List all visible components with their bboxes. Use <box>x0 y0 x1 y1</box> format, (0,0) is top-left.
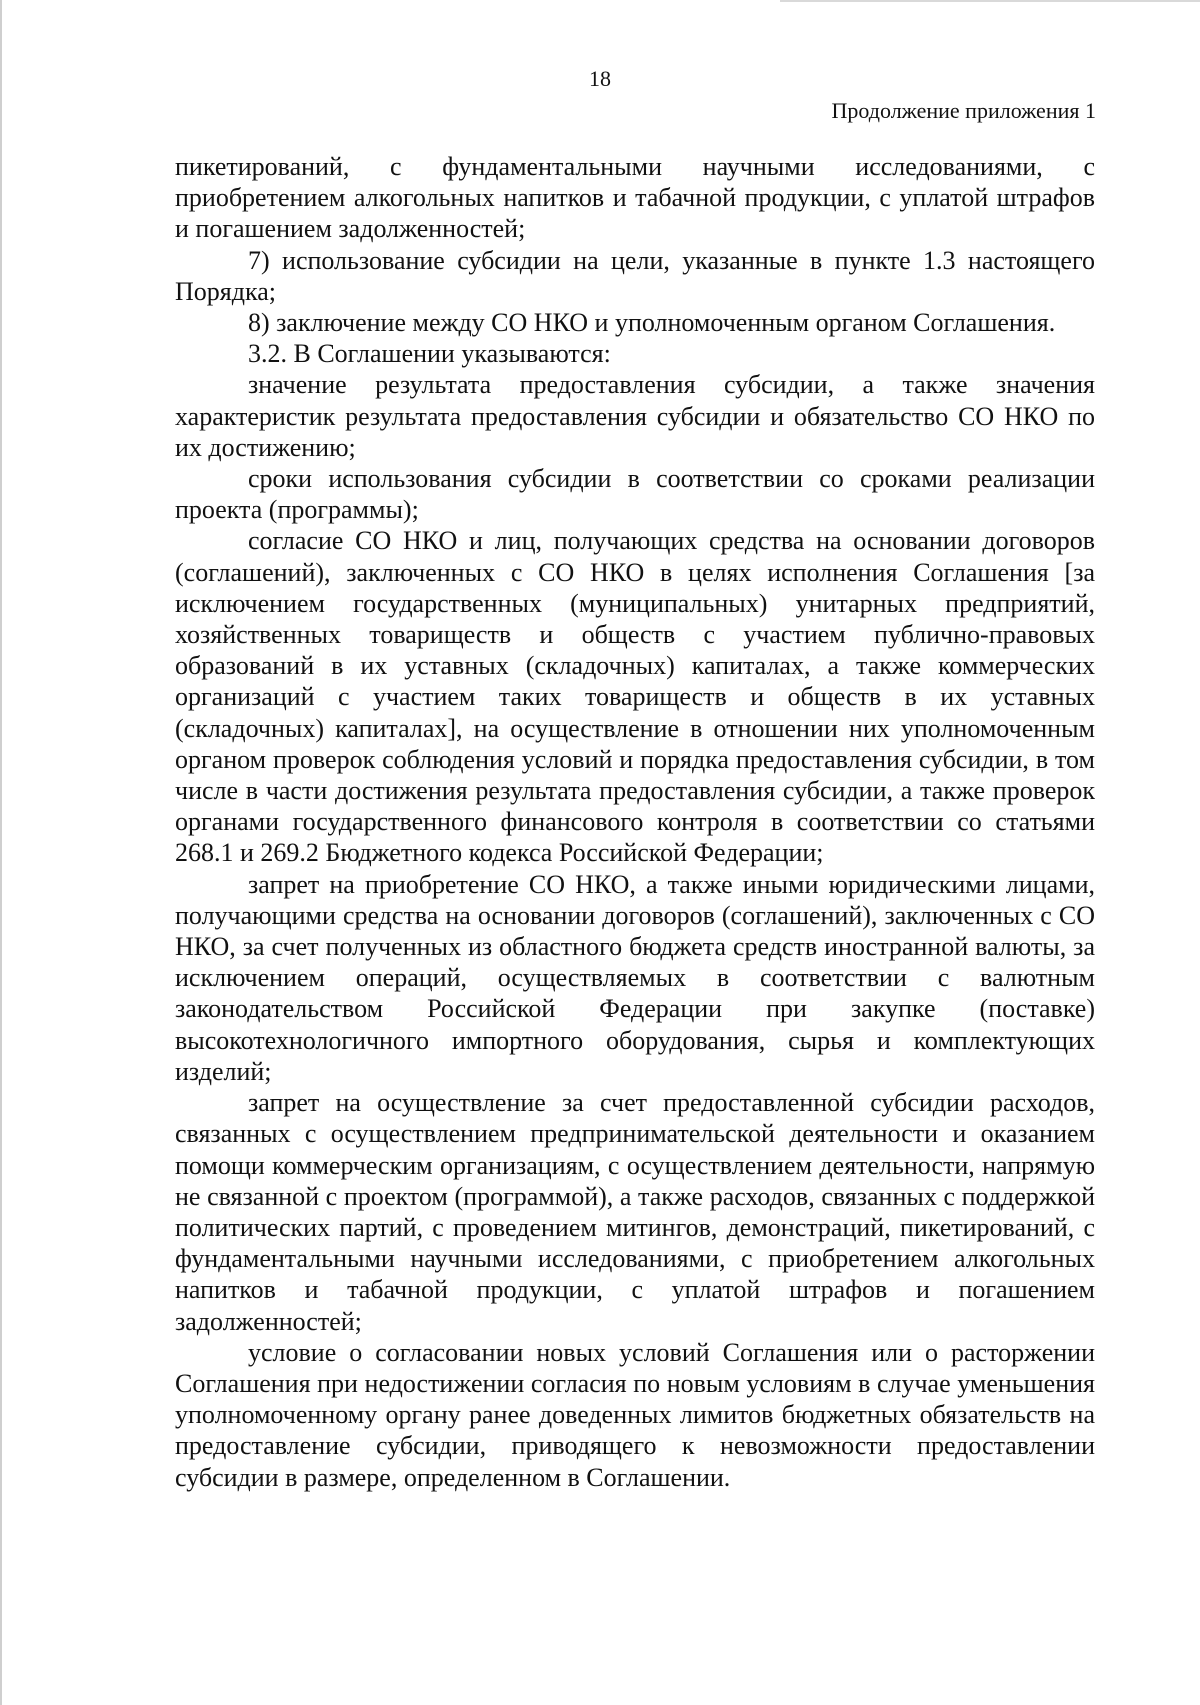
paragraph-consent: согласие СО НКО и лиц, получающих средства на основании договоров (соглашений), заключенных с СО НКО в целях исполнения Соглашения [за исключением государственных (муниципальных) унитарных предприятий, хозяйственных товариществ и обществ с участием публично-правовых образований в их уставных (складочных) капиталах, а также коммерческих организаций с участием таких товариществ и обществ в их уставных (складочных) капиталах], на осуществление в отношении них уполномоченным органом проверок соблюдения условий и порядка предоставления субсидии, в том числе в части достижения результата предоставления субсидии, а также проверок органами государственного финансового контроля в соответствии со статьями 268.1 и 269.2 Бюджетного кодекса Российской Федерации; <box>175 526 1095 868</box>
appendix-continuation-label: Продолжение приложения 1 <box>831 98 1096 123</box>
paragraph-expense-ban: запрет на осуществление за счет предоставленной субсидии расходов, связанных с осуществлением предпринимательской деятельности и оказанием помощи коммерческим организациям, с осуществлением деятельности, напрямую не связанной с проектом (программой), а также расходов, связанных с поддержкой политических партий, с проведением митингов, демонстраций, пикетирований, с фундаментальными научными исследованиями, с приобретением алкогольных напитков и табачной продукции, с уплатой штрафов и погашением задолженностей; <box>175 1088 1095 1336</box>
paragraph-new-conditions: условие о согласовании новых условий Соглашения или о расторжении Соглашения при недостижении согласия по новым условиям в случае уменьшения уполномоченному органу ранее доведенных лимитов бюджетных обязательств на предоставление субсидии, приводящего к невозможности предоставлении субсидии в размере, определенном в Соглашении. <box>175 1337 1095 1492</box>
paragraph-item-8: 8) заключение между СО НКО и уполномоченным органом Соглашения. <box>248 308 1056 338</box>
paragraph-usage-terms: сроки использования субсидии в соответствии со сроками реализации проекта (программы); <box>175 464 1095 525</box>
paragraph-section-3-2: 3.2. В Соглашении указываются: <box>248 339 611 369</box>
paragraph-currency-ban: запрет на приобретение СО НКО, а также иными юридическими лицами, получающими средства на основании договоров (соглашений), заключенных с СО НКО, за счет полученных из областного бюджета средств иностранной валюты, за исключением операций, осуществляемых в соответствии с валютным законодательством Российской Федерации при закупке (поставке) высокотехнологичного импортного оборудования, сырья и комплектующих изделий; <box>175 869 1095 1086</box>
page-number: 18 <box>589 66 611 91</box>
paragraph-item-7: 7) использование субсидии на цели, указанные в пункте 1.3 настоящего Порядка; <box>175 245 1095 306</box>
document-body <box>175 151 1095 1493</box>
paragraph-continued: пикетирований, с фундаментальными научными исследованиями, с приобретением алкогольных напитков и табачной продукции, с уплатой штрафов и погашением задолженностей; <box>175 152 1095 244</box>
scan-edge-left <box>0 0 2 1705</box>
scan-edge-top <box>780 0 1200 2</box>
paragraph-result-values: значение результата предоставления субсидии, а также значения характеристик результата предоставления субсидии и обязательство СО НКО по их достижению; <box>175 370 1095 462</box>
